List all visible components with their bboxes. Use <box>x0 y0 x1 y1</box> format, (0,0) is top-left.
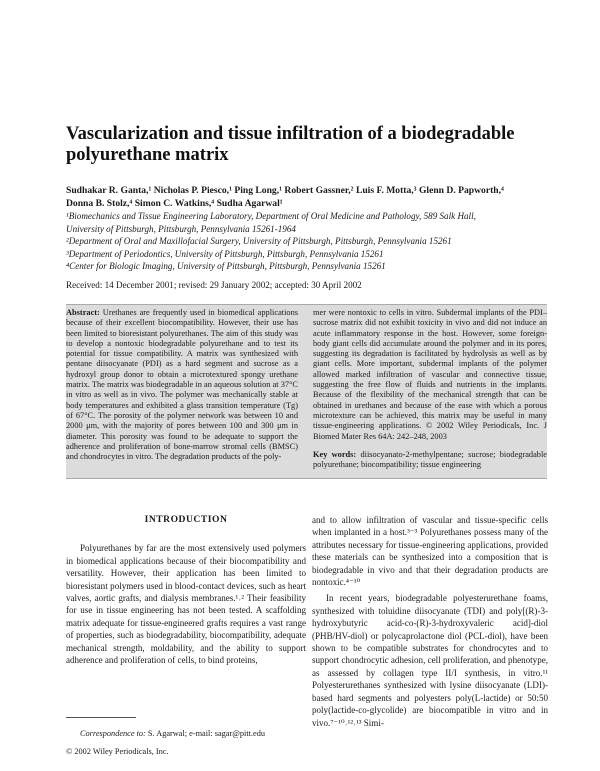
abstract-text-right: mer were nontoxic to cells in vitro. Subdermal implants of the PDI–sucrose matrix did not exhibit toxicity in vivo and did not induce an acute inflammatory response in the host. However, some foreign-body giant cells did accumulate around the polymer and in its pores, suggesting its degradation is facilitated by hydrolysis as well as by giant cells. More important, subdermal implants of the polymer allowed marked infiltration of vascular and connective tissue, suggesting the free flow of fluids and nutrients in the implants. Because of the flexibility of the mechanical strength that can be obtained in urethanes and because of the ease with which a porous microtexture can be achieved, this matrix may be useful in many tissue-engineering applications. © 2002 Wiley Periodicals, Inc. J Biomed Mater Res 64A: 242–248, 2003 <box>313 308 547 441</box>
abstract-right-column <box>313 308 547 470</box>
correspondence <box>80 729 265 738</box>
keywords-label: Key words: <box>313 449 357 459</box>
copyright-line: © 2002 Wiley Periodicals, Inc. <box>66 747 169 756</box>
footnote-rule <box>66 717 136 718</box>
affiliation-line: University of Pittsburgh, Pittsburgh, Pennsylvania 15261-1964 <box>66 223 296 234</box>
correspondence-text: S. Agarwal; e-mail: sagar@pitt.edu <box>147 729 265 738</box>
affiliation-line: ²Department of Oral and Maxillofacial Surgery, University of Pittsburgh, Pittsburgh, Pennsylvania 15261 <box>66 236 452 246</box>
body-right-column <box>312 514 548 729</box>
keywords-text: diisocyanato-2-methylpentane; sucrose; biodegradable polyurethane; biocompatibility; tissue engineering <box>313 449 547 470</box>
received-dates: Received: 14 December 2001; revised: 29 January 2002; accepted: 30 April 2002 <box>66 280 362 290</box>
correspondence-label: Correspondence to: <box>80 729 146 738</box>
abstract-left-column <box>66 308 298 462</box>
affiliation-line: ³Department of Periodontics, University of Pittsburgh, Pittsburgh, Pennsylvania 15261 <box>66 248 384 259</box>
right-paragraph-2: In recent years, biodegradable polyesterurethane foams, synthesized with toluidine diisocyanate (TDI) and poly[(R)-3-hydroxybutyric acid-co-(R)-3-hydroxyvaleric acid]-diol (PHB/HV-diol) or polycaprolactone diol (PCL-diol), have been shown to be compatible substrates for chondrocytes and to support chondrocytic adhesion, cell proliferation, and phenotype, as assessed by collagen type II/I synthesis, in vitro.¹¹ Polyesterurethanes synthesized with lysine diisocyanate (LDI)-based hard segments and polyesters poly(L-lactide) or 50:50 poly(lactide-co-glycolide) are biocompatible in vitro and in vivo.⁷⁻¹⁰˒¹²˒¹³ Simi- <box>312 593 548 728</box>
affiliation-line: ⁴Center for Biologic Imaging, University of Pittsburgh, Pittsburgh, Pennsylvania 15261 <box>66 261 386 271</box>
intro-paragraph-1: Polyurethanes by far are the most extensively used polymers in biomedical applications because of their biocompatibility and versatility. However, their application has been limited to bioresistant polymers used in blood-contact devices, such as heart valves, aortic grafts, and dialysis membranes.¹˒² Their feasibility for use in tissue engineering has not been tested. A scaffolding matrix adequate for tissue-engineered grafts requires a vast range of properties, such as biodegradability, biocompatibility, adequate mechanical strength, moldability, and the ability to support adherence and proliferation of cells, to bind proteins, <box>66 543 306 666</box>
title-line-2: polyurethane matrix <box>66 145 229 165</box>
affiliations <box>66 210 546 273</box>
author-list <box>66 185 546 210</box>
authors-line-2: Donna B. Stolz,⁴ Simon C. Watkins,⁴ Sudha Agarwal¹ <box>66 197 283 209</box>
introduction-heading: INTRODUCTION <box>144 514 228 525</box>
article-title <box>66 124 546 166</box>
body-left-column <box>66 514 306 666</box>
keywords <box>313 450 547 471</box>
authors-line-1: Sudhakar R. Ganta,¹ Nicholas P. Piesco,¹ Ping Long,¹ Robert Gassner,² Luis F. Motta,³ Glenn D. Papworth,⁴ <box>66 185 504 196</box>
right-paragraph-1: and to allow infiltration of vascular and tissue-specific cells when implanted in a host.³⁻³ Polyurethanes possess many of the attributes necessary for tissue-engineering applications, provided these materials can be synthesized into a composition that is biodegradable in vivo and that their degradation products are nontoxic.⁴⁻¹⁰ <box>312 515 548 588</box>
title-line-1: Vascularization and tissue infiltration of a biodegradable <box>66 124 515 144</box>
affiliation-line: ¹Biomechanics and Tissue Engineering Laboratory, Department of Oral Medicine and Pathology, 589 Salk Hall, <box>66 211 476 221</box>
abstract-text-left: Urethanes are frequently used in biomedical applications because of their excellent biocompatibility. However, their use has been limited to bioresistant polyurethanes. The aim of this study was to develop a nontoxic biodegradable polyurethane and to test its potential for tissue compatibility. A matrix was synthesized with pentane diisocyanate (PDI) as a hard segment and sucrose as a hydroxyl group donor to obtain a microtextured spongy urethane matrix. The matrix was biodegradable in an aqueous solution at 37°C in vitro as well as in vivo. The polymer was mechanically stable at body temperatures and exhibited a glass transition temperature (Tg) of 67°C. The porosity of the polymer network was between 10 and 2000 μm, with the majority of pores between 100 and 300 μm in diameter. This porosity was found to be adequate to support the adherence and proliferation of bone-marrow stromal cells (BMSC) and chondrocytes in vitro. The degradation products of the poly- <box>66 308 299 462</box>
abstract-label: Abstract: <box>66 308 100 317</box>
